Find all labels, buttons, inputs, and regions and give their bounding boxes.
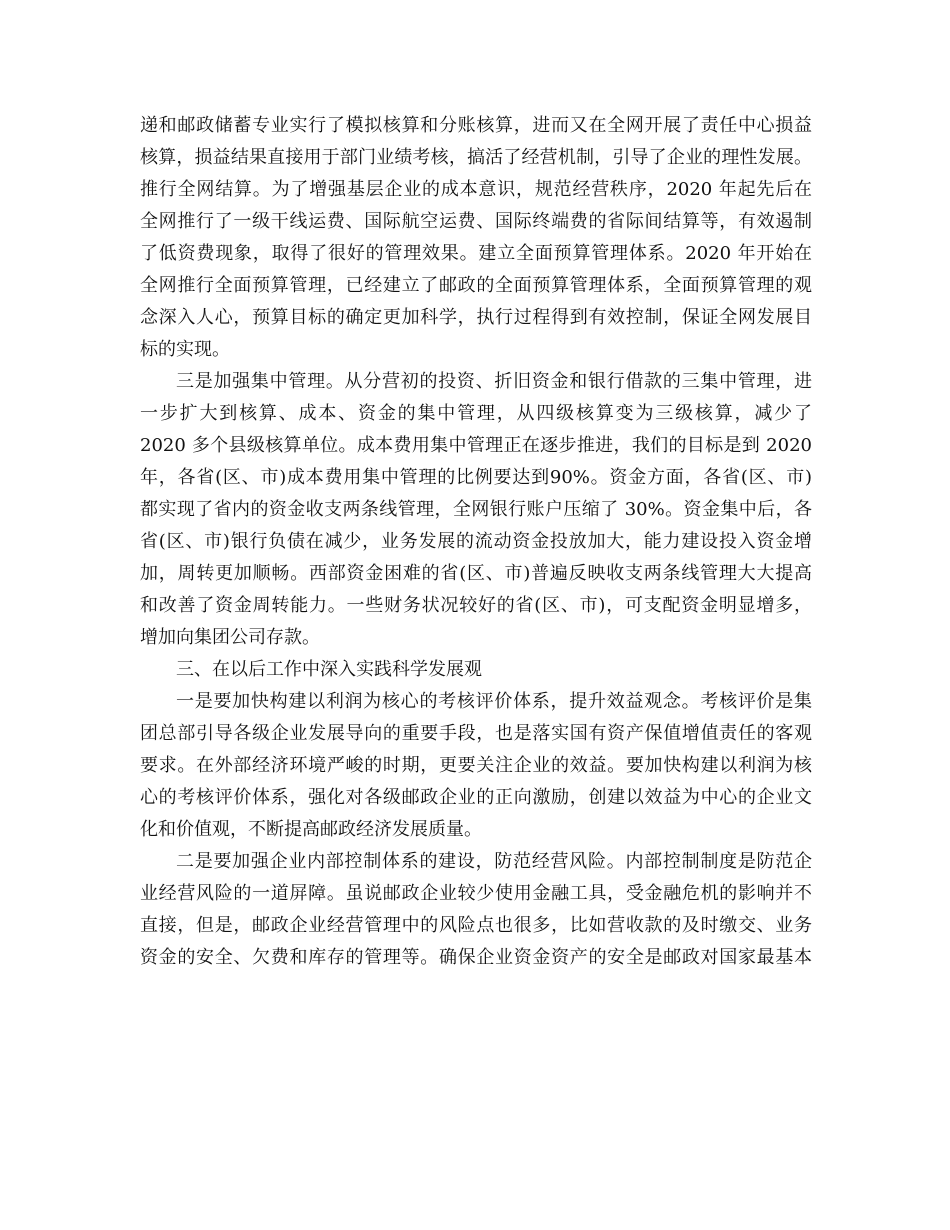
text-line: 标的实现。 xyxy=(140,339,230,360)
text-line: 心的考核评价体系，强化对各级邮政企业的正向激励，创建以效益为中心的企业文 xyxy=(140,787,812,808)
text-line: 要求。在外部经济环境严峻的时期，更要关注企业的效益。要加快构建以利润为核 xyxy=(140,755,812,776)
text-line: 三、在以后工作中深入实践科学发展观 xyxy=(176,659,482,680)
text-line: 三是加强集中管理。从分营初的投资、折旧资金和银行借款的三集中管理，进 xyxy=(176,371,812,392)
text-line: 核算，损益结果直接用于部门业绩考核，搞活了经营机制，引导了企业的理性发展。 xyxy=(140,147,812,168)
text-line: 一步扩大到核算、成本、资金的集中管理，从四级核算变为三级核算，减少了 xyxy=(140,403,812,424)
text-line: 都实现了省内的资金收支两条线管理，全网银行账户压缩了 30%。资金集中后，各 xyxy=(140,499,812,520)
text-line: 直接，但是，邮政企业经营管理中的风险点也很多，比如营收款的及时缴交、业务 xyxy=(140,915,812,936)
text-line: 和改善了资金周转能力。一些财务状况较好的省(区、市)，可支配资金明显增多， xyxy=(140,595,812,616)
text-line: 加，周转更加顺畅。西部资金困难的省(区、市)普遍反映收支两条线管理大大提高 xyxy=(140,563,812,584)
text-line: 递和邮政储蓄专业实行了模拟核算和分账核算，进而又在全网开展了责任中心损益 xyxy=(140,115,812,136)
text-line: 年，各省(区、市)成本费用集中管理的比例要达到90%。资金方面，各省(区、市) xyxy=(140,467,812,488)
text-line: 化和价值观，不断提高邮政经济发展质量。 xyxy=(140,819,482,840)
text-line: 推行全网结算。为了增强基层企业的成本意识，规范经营秩序，2020 年起先后在 xyxy=(140,179,812,200)
text-line: 资金的安全、欠费和库存的管理等。确保企业资金资产的安全是邮政对国家最基本 xyxy=(140,947,812,968)
text-line: 了低资费现象，取得了很好的管理效果。建立全面预算管理体系。2020 年开始在 xyxy=(140,243,812,264)
text-line: 全网推行了一级干线运费、国际航空运费、国际终端费的省际间结算等，有效遏制 xyxy=(140,211,812,232)
text-line: 二是要加强企业内部控制体系的建设，防范经营风险。内部控制制度是防范企 xyxy=(176,851,812,872)
text-line: 2020 多个县级核算单位。成本费用集中管理正在逐步推进，我们的目标是到 2020 xyxy=(140,435,812,456)
text-line: 增加向集团公司存款。 xyxy=(140,627,320,648)
text-line: 业经营风险的一道屏障。虽说邮政企业较少使用金融工具，受金融危机的影响并不 xyxy=(140,883,812,904)
text-line: 全网推行全面预算管理，已经建立了邮政的全面预算管理体系，全面预算管理的观 xyxy=(140,275,812,296)
text-line: 念深入人心，预算目标的确定更加科学，执行过程得到有效控制，保证全网发展目 xyxy=(140,307,812,328)
text-line: 省(区、市)银行负债在减少，业务发展的流动资金投放加大，能力建设投入资金增 xyxy=(140,531,812,552)
text-line: 团总部引导各级企业发展导向的重要手段，也是落实国有资产保值增值责任的客观 xyxy=(140,723,812,744)
text-line: 一是要加快构建以利润为核心的考核评价体系，提升效益观念。考核评价是集 xyxy=(176,691,812,712)
document-body xyxy=(140,110,812,974)
